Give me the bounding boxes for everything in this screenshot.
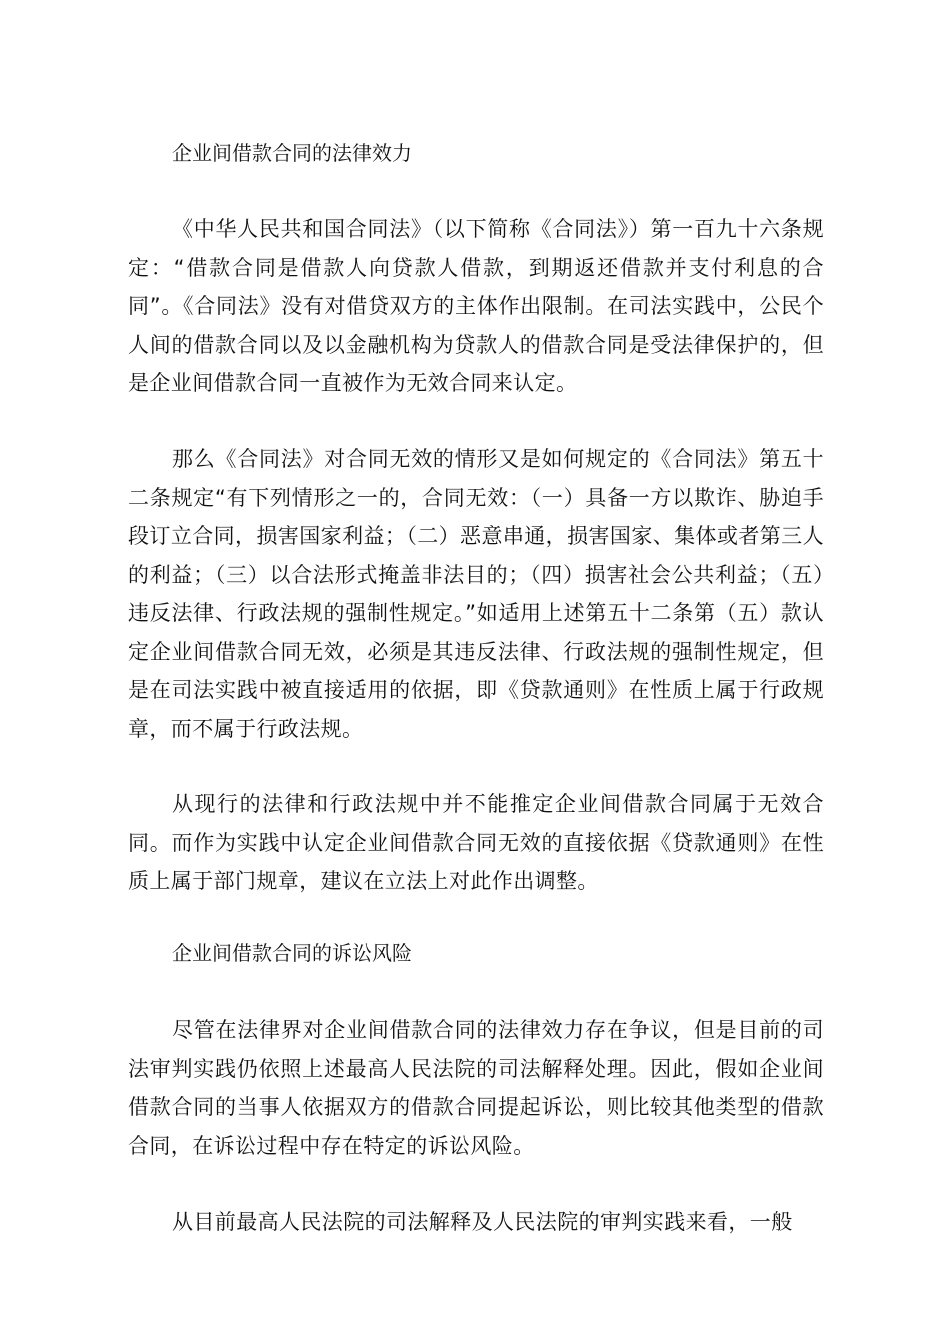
paragraph-invalid-contract-circumstances: 那么《合同法》对合同无效的情形又是如何规定的《合同法》第五十二条规定“有下列情形之一的，合同无效：（一）具备一方以欺诈、胁迫手段订立合同，损害国家利益；（二）恶意串通，损害国家、集体或者第三人的利益；（三）以合法形式掩盖非法目的；（四）损害社会公共利益；（五）违反法律、行政法规的强制性规定。”如适用上述第五十二条第（五）款认定企业间借款合同无效，必须是其违反法律、行政法规的强制性规定，但是在司法实践中被直接适用的依据，即《贷款通则》在性质上属于行政规章，而不属于行政法规。 <box>128 447 824 741</box>
paragraph-legislative-suggestion: 从现行的法律和行政法规中并不能推定企业间借款合同属于无效合同。而作为实践中认定企业间借款合同无效的直接依据《贷款通则》在性质上属于部门规章，建议在立法上对此作出调整。 <box>128 792 824 893</box>
paragraph-supreme-court-interpretation: 从目前最高人民法院的司法解释及人民法院的审判实践来看，一般 <box>172 1210 793 1234</box>
section-heading-litigation-risk: 企业间借款合同的诉讼风险 <box>172 941 412 965</box>
paragraph-contract-law-definition: 《中华人民共和国合同法》（以下简称《合同法》）第一百九十六条规定：“借款合同是借款人向贷款人借款，到期返还借款并支付利息的合同”。《合同法》没有对借贷双方的主体作出限制。在司法实践中，公民个人间的借款合同以及以金融机构为贷款人的借款合同是受法律保护的，但是企业间借款合同一直被作为无效合同来认定。 <box>128 217 824 395</box>
section-heading-legal-effect: 企业间借款合同的法律效力 <box>172 141 412 165</box>
paragraph-judicial-practice: 尽管在法律界对企业间借款合同的法律效力存在争议，但是目前的司法审判实践仍依照上述最高人民法院的司法解释处理。因此，假如企业间借款合同的当事人依据双方的借款合同提起诉讼，则比较其他类型的借款合同，在诉讼过程中存在特定的诉讼风险。 <box>128 1018 824 1158</box>
